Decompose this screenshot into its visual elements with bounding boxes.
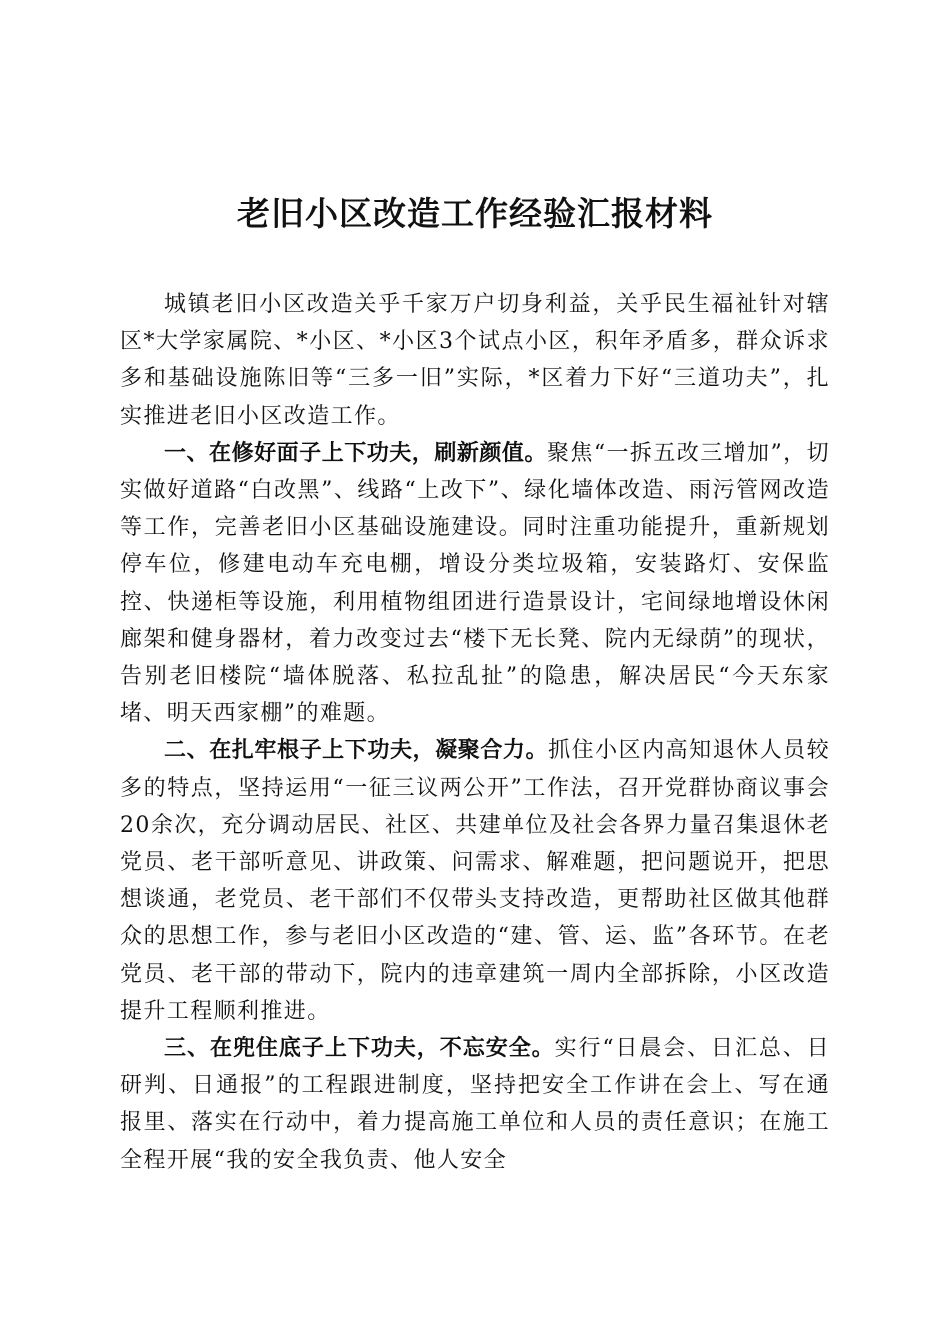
document-title: 老旧小区改造工作经验汇报材料: [237, 194, 713, 233]
intro-paragraph: 城镇老旧小区改造关乎千家万户切身利益，关乎民生福祉针对辖区*大学家属院、*小区、*小区3个试点小区，积年矛盾多，群众诉求多和基础设施陈旧等“三多一旧”实际，*区着力下好“三道功夫”，扎实推进老旧小区改造工作。: [120, 292, 830, 429]
section-text-2: 抓住小区内高知退休人员较多的特点，坚持运用“一征三议两公开”工作法，召开党群协商议事会20余次，充分调动居民、社区、共建单位及社会各界力量召集退休老党员、老干部听意见、讲政策、问需求、解难题，把问题说开，把思想谈通，老党员、老干部们不仅带头支持改造，更帮助社区做其他群众的思想工作，参与老旧小区改造的“建、管、运、监”各环节。在老党员、老干部的带动下，院内的违章建筑一周内全部拆除，小区改造提升工程顺利推进。: [120, 738, 830, 1024]
section-paragraph-1: [120, 435, 830, 733]
section-paragraph-2: [120, 732, 830, 1030]
section-text-3: 实行“日晨会、日汇总、日研判、日通报”的工程跟进制度，坚持把安全工作讲在会上、写在通报里、落实在行动中，着力提高施工单位和人员的责任意识；在施工全程开展“我的安全我负责、他人安全: [120, 1036, 830, 1173]
section-heading-3: 三、在兜住底子上下功夫，不忘安全。: [164, 1036, 555, 1062]
section-paragraph-3: [120, 1030, 830, 1179]
section-heading-2: 二、在扎牢根子上下功夫，凝聚合力。: [164, 738, 549, 764]
section-heading-1: 一、在修好面子上下功夫，刷新颜值。: [164, 440, 547, 466]
section-text-1: 聚焦“一拆五改三增加”，切实做好道路“白改黑”、线路“上改下”、绿化墙体改造、雨污管网改造等工作，完善老旧小区基础设施建设。同时注重功能提升，重新规划停车位，修建电动车充电棚，增设分类垃圾箱，安装路灯、安保监控、快递柜等设施，利用植物组团进行造景设计，宅间绿地增设休闲廊架和健身器材，着力改变过去“楼下无长凳、院内无绿荫”的现状，告别老旧楼院“墙体脱落、私拉乱扯”的隐患，解决居民“今天东家堵、明天西家棚”的难题。: [120, 440, 830, 727]
document-body: [120, 286, 830, 1179]
